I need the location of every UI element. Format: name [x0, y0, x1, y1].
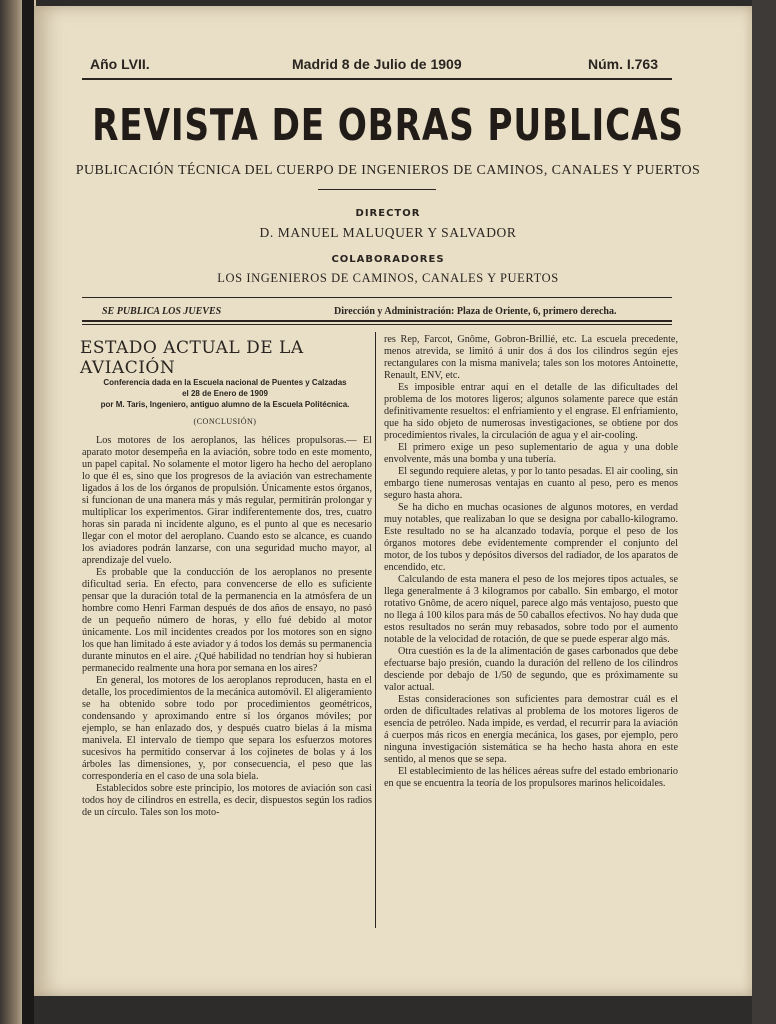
administration-address: Dirección y Administración: Plaza de Oriente, 6, primero derecha. — [334, 306, 617, 317]
right-paragraph: El establecimiento de las hélices aéreas sufre del estado embrionario en que se encuentra la teoría de los propulsores marinos helicoidales. — [384, 766, 678, 789]
info-bottom-rule-2 — [82, 324, 672, 325]
right-paragraph: Otra cuestión es la de la alimentación de gases carbonados que debe efectuarse bajo presión, cuando la duración del relleno de los cilindros desciende por debajo de 1/50 de segundo, que es próximamente su valor actual. — [384, 646, 678, 693]
article-title: ESTADO ACTUAL DE LA AVIACIÓN — [80, 338, 304, 378]
column-divider — [375, 332, 376, 928]
top-rule — [82, 78, 672, 80]
right-paragraph: Estas consideraciones son suficientes para demostrar cuál es el orden de dificultades relativas al problema de los motores ligeros de esencia de petróleo. Nada impide, es verdad, el recurrir para la aviación á cuerpos más ricos en energía mecánica, los gases, por ejemplo, pero ninguna investigación sistemática se ha hecho hasta ahora en este sentido, al menos que se sepa. — [384, 694, 678, 765]
left-paragraph: Establecidos sobre este principio, los motores de aviación son casi todos hoy de cilindros en estrella, es decir, dispuestos según los radios de un círculo. Tales son los moto- — [82, 783, 372, 818]
spine-shadow — [22, 0, 34, 1024]
collaborators-label: COLABORADORES — [331, 254, 445, 265]
right-paragraph: El segundo requiere aletas, y por lo tanto pesadas. El air cooling, sin embargo tiene numerosas ventajas en cuanto al peso, pero es menos seguro hasta ahora. — [384, 466, 678, 501]
director-label: DIRECTOR — [355, 208, 421, 219]
background-bottom — [34, 996, 752, 1024]
publication-day: SE PUBLICA LOS JUEVES — [102, 306, 222, 317]
left-paragraph: Es probable que la conducción de los aeroplanos no presente dificultad seria. En efecto, para convencerse de ello es suficiente pensar que la duración total de la permanencia en la atmósfera de un hombre como Henri Farman después de dos años de ensayo, no pasó de un pequeño número de horas, y ello fué debido al motor únicamente. Los mil incidentes creados por los motores son en signo los que han limitado á este aviador y á todos los demás su permanencia durante minutos en el aire. ¿Qué habilidad no tendrían hoy si hubieran permanecido realmente una hora por semana en los aires? — [82, 567, 372, 674]
lecture-line-3: por M. Taris, Ingeniero, antiguo alumno de la Escuela Politécnica. — [100, 400, 350, 409]
issue-number: Núm. I.763 — [587, 56, 658, 72]
right-paragraph: res Rep, Farcot, Gnôme, Gobron-Brillié, etc. La escuela precedente, menos atrevida, se limitó á unir dos á dos los cilindros según ejes rectangulares con la misma manivela; tales son los motores Antoinette, Renault, ENV, etc. — [384, 334, 678, 381]
right-paragraph: Se ha dicho en muchas ocasiones de algunos motores, en verdad muy notables, que realizaban lo que se designa por caballo-kilogramo. Este resultado no se ha alcanzado todavía, porque el peso de los órganos motores debe evidentemente comprender el conjunto del motor, de los tubos y depósitos diversos del radiador, de los aparatos de encendido, etc. — [384, 502, 678, 573]
right-paragraph: Calculando de esta manera el peso de los mejores tipos actuales, se llega generalmente á 3 kilogramos por caballo. Sin embargo, el motor rotativo Gnôme, de acero níquel, parece algo más ventajoso, puesto que no llega á 100 kilos para más de 50 caballos efectivos. No hay duda que estos resultados no serán muy rebasados, sobre todo por el aumento notable de la velocidad de rotación, de que se puede esperar algo más. — [384, 574, 678, 645]
right-column — [384, 334, 678, 790]
conclusion-tag: (CONCLUSIÓN) — [193, 417, 257, 426]
journal-title: REVISTA DE OBRAS PUBLICAS — [92, 100, 684, 151]
volume-year: Año LVII. — [90, 56, 150, 72]
right-paragraph: El primero exige un peso suplementario de agua y una doble envolvente, más una bomba y una tubería. — [384, 442, 678, 465]
subtitle-rule — [318, 189, 436, 190]
background-right — [752, 0, 776, 1024]
lecture-line-2: el 28 de Enero de 1909 — [182, 389, 268, 398]
info-bottom-rule — [82, 320, 672, 322]
left-paragraph: Los motores de los aeroplanos, las hélices propulsoras.— El aparato motor desempeña en la aviación, sobre todo en este momento, un papel capital. No solamente el motor ligero ha hecho del aeroplano lo que él es, sino que los progresos de la aviación van estrechamente ligados á los de los órganos de propulsión. Únicamente estos órganos, si funcionan de una manera más y más regular, permitirán prolongar y multiplicar los experimentos. Girar indiferentemente dos, tres, cuatro horas sin parada ni incidente alguno, es el punto al que es necesario llegar con el motor del aeroplano. Cuando esto se alcance, es cuando los aviadores podrán lanzarse, con una seguridad mucho mayor, al aprendizaje del vuelo. — [82, 435, 372, 566]
left-paragraph: En general, los motores de los aeroplanos reproducen, hasta en el detalle, los procedimientos de la mecánica automóvil. El aligeramiento se ha obtenido sobre todo por procedimientos geométricos, condensando y aproximando entre sí los órganos móviles; por ejemplo, se han enlazado dos, y después cuatro bielas á la misma manivela. El intervalo de tiempo que separa los esfuerzos motores sucesivos ha permitido conservar á los cojinetes de bolas y á los árboles las dimensiones, y, por consecuencia, el peso que las correspondería en el caso de una sola biela. — [82, 675, 372, 782]
masthead-row — [90, 56, 658, 76]
director-name: D. MANUEL MALUQUER Y SALVADOR — [259, 225, 517, 240]
collaborators-line: LOS INGENIEROS DE CAMINOS, CANALES Y PUERTOS — [217, 271, 559, 285]
issue-date: Madrid 8 de Julio de 1909 — [292, 56, 462, 72]
left-column — [82, 435, 372, 819]
info-top-rule — [82, 297, 672, 298]
right-paragraph: Es imposible entrar aquí en el detalle de las dificultades del problema de los motores ligeros; algunos solamente parece que están definitivamente resueltos: el enfriamiento y el engrase. El enfriamiento, que ha sido objeto de numerosas investigaciones, se obtiene por dos procedimientos rivales, la circulación de agua y el air-cooling. — [384, 382, 678, 441]
lecture-line-1: Conferencia dada en la Escuela nacional de Puentes y Calzadas — [103, 378, 347, 387]
journal-subtitle: PUBLICACIÓN TÉCNICA DEL CUERPO DE INGENIEROS DE CAMINOS, CANALES Y PUERTOS — [75, 163, 701, 178]
